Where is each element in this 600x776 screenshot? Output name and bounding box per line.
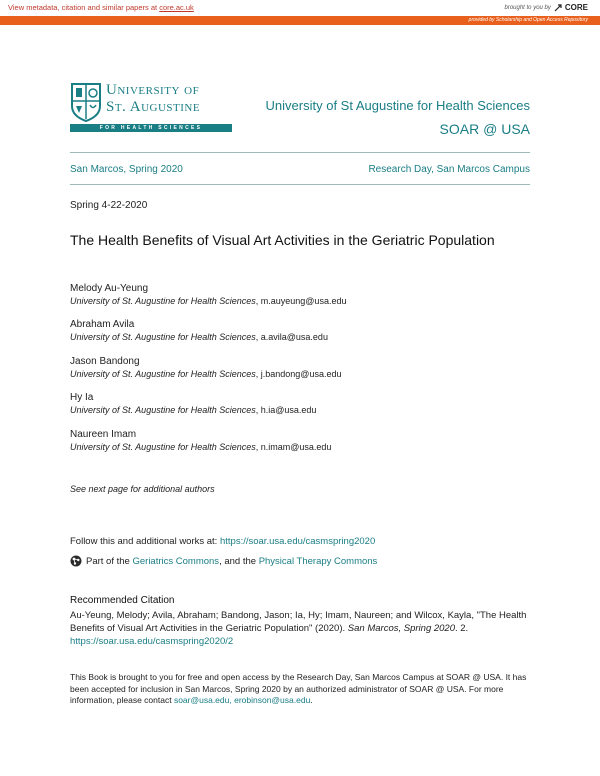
logo-tagline-bar: FOR HEALTH SCIENCES — [70, 124, 232, 132]
core-banner — [0, 0, 600, 26]
university-logo[interactable] — [70, 82, 232, 134]
contact-email-link[interactable]: soar@usa.edu, erobinson@usa.edu — [173, 695, 311, 705]
author-affiliation: University of St. Augustine for Health Sciences, a.avila@usa.edu — [70, 332, 328, 342]
author-name: Melody Au-Yeung — [70, 283, 149, 294]
collection-url-link[interactable]: https://soar.usa.edu/casmspring2020 — [219, 536, 376, 547]
logo-line-2: St. Augustine — [106, 99, 201, 115]
author-entry — [70, 428, 331, 454]
recommended-citation-text: Au-Yeung, Melody; Avila, Abraham; Bandong, Jason; Ia, Hy; Imam, Naureen; and Wilcox, Kayla, "The Health Benefits of Visual Art Activities in the Geriatric Population" (2020). San Marcos, Spring 2020. 2. https://soar.usa.edu/casmspring2020/2 — [70, 610, 527, 647]
core-provider-bar — [0, 16, 600, 25]
university-crest-icon — [70, 82, 102, 122]
access-statement: This Book is brought to you for free and open access by the Research Day, San Marcos Campus at SOAR @ USA. It has been accepted for inclusion in San Marcos, Spring 2020 by an authorized administrator of SOAR @ USA. For more information, please contact soar@usa.edu, erobinson@usa.edu. — [70, 672, 527, 705]
part-of-line: Part of the Geriatrics Commons, and the Physical Therapy Commons — [70, 555, 377, 567]
see-next-page-note: See next page for additional authors — [70, 484, 215, 494]
author-affiliation: University of St. Augustine for Health Sciences, j.bandong@usa.edu — [70, 369, 342, 379]
core-logo[interactable]: CORE — [554, 3, 588, 12]
author-name: Hy Ia — [70, 392, 94, 403]
provider-link[interactable]: provided by Scholarship and Open Access Repository — [468, 17, 588, 23]
author-entry — [70, 318, 328, 344]
campus-link[interactable]: Research Day, San Marcos Campus — [368, 164, 530, 175]
core-link[interactable]: core.ac.uk — [159, 3, 194, 12]
author-entry — [70, 355, 341, 381]
author-name: Naureen Imam — [70, 429, 137, 440]
brought-to-you-by: brought to you by CORE — [504, 3, 588, 12]
author-affiliation: University of St. Augustine for Health Sciences, n.imam@usa.edu — [70, 442, 332, 452]
paper-title: The Health Benefits of Visual Art Activities in the Geriatric Population — [70, 232, 495, 248]
core-metadata-note: View metadata, citation and similar papers at core.ac.uk — [8, 3, 194, 12]
recommended-citation-heading: Recommended Citation — [70, 595, 175, 606]
series-link[interactable]: San Marcos, Spring 2020 — [70, 164, 183, 175]
geriatrics-commons-link[interactable]: Geriatrics Commons — [132, 555, 220, 567]
citation-url-link[interactable]: https://soar.usa.edu/casmspring2020/2 — [70, 636, 234, 647]
author-name: Jason Bandong — [70, 356, 140, 367]
physical-therapy-commons-link[interactable]: Physical Therapy Commons — [258, 555, 378, 567]
logo-line-1: University of — [106, 82, 200, 98]
divider-top — [70, 152, 530, 153]
author-affiliation: University of St. Augustine for Health Sciences, m.auyeung@usa.edu — [70, 296, 347, 306]
university-wordmark — [106, 82, 200, 116]
commons-network-icon — [70, 555, 82, 567]
author-name: Abraham Avila — [70, 319, 135, 330]
author-affiliation: University of St. Augustine for Health Sciences, h.ia@usa.edu — [70, 405, 317, 415]
repository-link[interactable]: SOAR @ USA — [439, 121, 530, 137]
divider-bottom — [70, 184, 530, 185]
author-entry — [70, 391, 316, 417]
author-entry — [70, 282, 346, 308]
institution-link[interactable]: University of St Augustine for Health Sciences — [265, 98, 530, 113]
publication-date: Spring 4-22-2020 — [70, 200, 148, 211]
core-arrow-icon — [554, 3, 563, 12]
follow-line: Follow this and additional works at: https://soar.usa.edu/casmspring2020 — [70, 536, 376, 547]
